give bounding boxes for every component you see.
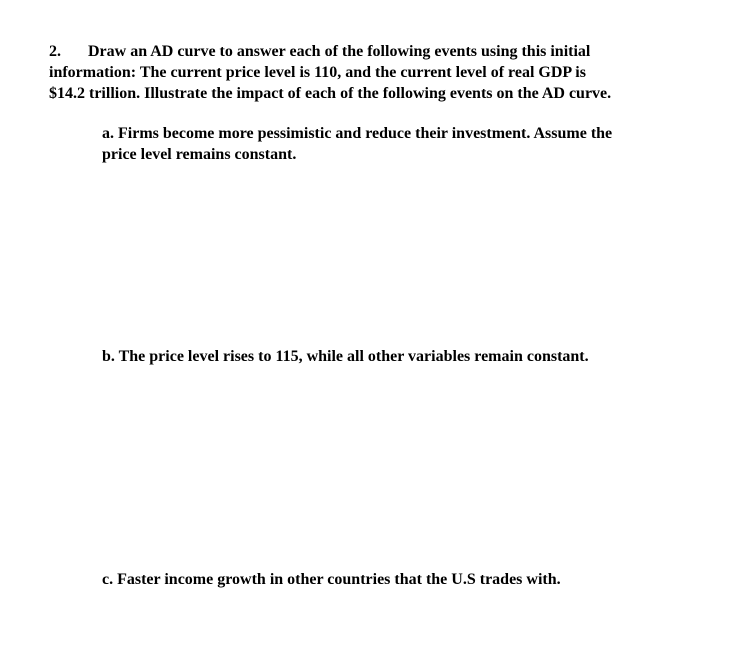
part-a-line-2: price level remains constant. xyxy=(102,146,297,163)
part-c-text: c. Faster income growth in other countries that the U.S trades with. xyxy=(102,571,561,588)
question-text-line-3: $14.2 trillion. Illustrate the impact of each of the following events on the AD curve. xyxy=(49,85,612,102)
part-b-text: b. The price level rises to 115, while all other variables remain constant. xyxy=(102,348,589,365)
question-text-line-1: Draw an AD curve to answer each of the following events using this initial xyxy=(88,43,591,60)
part-a-line-1: a. Firms become more pessimistic and reduce their investment. Assume the xyxy=(102,125,613,142)
question-text-line-2: information: The current price level is 110, and the current level of real GDP is xyxy=(49,64,586,81)
question-number: 2. xyxy=(49,43,61,60)
